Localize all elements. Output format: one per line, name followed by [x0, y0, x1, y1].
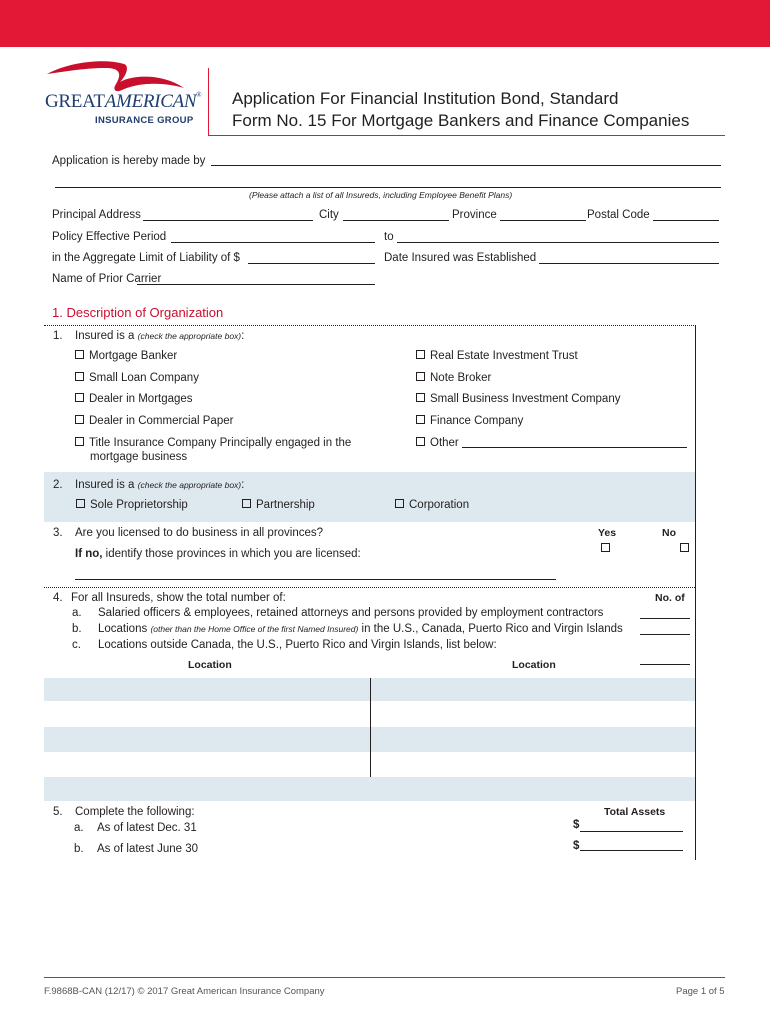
q1-hint: (check the appropriate box): [137, 331, 242, 341]
checkbox[interactable]: [76, 499, 85, 508]
q4a-letter: a.: [72, 607, 82, 619]
form-title-line2: Form No. 15 For Mortgage Bankers and Finance Companies: [232, 111, 690, 130]
q4-number: 4.: [53, 592, 63, 604]
q5b-text: As of latest June 30: [97, 843, 199, 855]
checkbox[interactable]: [75, 393, 84, 402]
made-by-field-2[interactable]: [55, 187, 721, 188]
checkbox[interactable]: [75, 350, 84, 359]
option-label: Small Business Investment Company: [430, 393, 621, 405]
q4b-text-ital: (other than the Home Office of the first Named Insured): [150, 624, 359, 634]
logo-text-american: AMERICAN: [104, 91, 197, 112]
postal-code-field[interactable]: [653, 220, 719, 221]
section1-heading: 1. Description of Organization: [52, 305, 224, 320]
q4a-text: Salaried officers & employees, retained attorneys and persons provided by employment contractors: [98, 607, 604, 619]
option-note-broker[interactable]: [416, 372, 491, 384]
option-label: Mortgage Banker: [89, 350, 178, 362]
option-dealer-commercial-paper[interactable]: [75, 415, 233, 427]
province-label: Province: [452, 209, 497, 221]
q3-no-label: No: [662, 527, 676, 539]
q2-number: 2.: [53, 479, 63, 491]
q5-label: Complete the following:: [75, 806, 195, 818]
q4b-field[interactable]: [640, 634, 690, 635]
q3-if-no-text: identify those provinces in which you are licensed:: [102, 548, 361, 560]
option-sbic[interactable]: [416, 393, 620, 405]
option-label: Dealer in Commercial Paper: [89, 415, 234, 427]
logo-text-great: GREAT: [45, 91, 105, 112]
policy-effective-from-field[interactable]: [171, 242, 375, 243]
option-label: Sole Proprietorship: [90, 499, 188, 511]
logo-reg-mark: ®: [196, 91, 202, 99]
option-title-insurance-cont: mortgage business: [90, 451, 188, 463]
to-label: to: [384, 231, 394, 243]
q5a-text: As of latest Dec. 31: [97, 822, 197, 834]
checkbox[interactable]: [416, 393, 425, 402]
q3-provinces-field[interactable]: [75, 579, 556, 580]
q1-colon: :: [241, 330, 245, 342]
q4c-letter: c.: [72, 639, 81, 651]
q2-label: Insured is a: [75, 479, 135, 491]
city-field[interactable]: [343, 220, 449, 221]
q3-yes-label: Yes: [598, 527, 617, 539]
q3-number: 3.: [53, 527, 63, 539]
company-logo: [44, 60, 202, 130]
q4c-field[interactable]: [640, 664, 690, 665]
q5-total-assets-header: Total Assets: [604, 806, 666, 818]
option-reit[interactable]: [416, 350, 578, 362]
option-other[interactable]: [416, 437, 459, 449]
q4-no-of-header: No. of: [655, 592, 685, 604]
footer-rule: [44, 977, 725, 978]
logo-subtitle: INSURANCE GROUP: [95, 115, 194, 126]
section-right-border: [695, 325, 696, 860]
location-table-divider: [370, 678, 371, 777]
q4b-letter: b.: [72, 623, 82, 635]
checkbox[interactable]: [416, 415, 425, 424]
option-label: Other: [430, 437, 459, 449]
q3-if-no: [75, 548, 361, 560]
q2-label-wrap: [75, 479, 244, 491]
q5b-dollar: $: [573, 840, 580, 852]
date-established-label: Date Insured was Established: [384, 252, 537, 264]
q5a-field[interactable]: [580, 831, 683, 832]
location-col2-header: Location: [512, 659, 556, 671]
province-field[interactable]: [500, 220, 586, 221]
checkbox[interactable]: [75, 372, 84, 381]
option-small-loan[interactable]: [75, 372, 199, 384]
footer-page-number: Page 1 of 5: [676, 986, 725, 997]
q4-rule: [44, 587, 695, 588]
prior-carrier-field[interactable]: [137, 284, 375, 285]
q4a-field[interactable]: [640, 618, 690, 619]
q5a-dollar: $: [573, 819, 580, 831]
q3-label: Are you licensed to do business in all provinces?: [75, 527, 324, 539]
option-label: Note Broker: [430, 372, 492, 384]
checkbox[interactable]: [75, 437, 84, 446]
attach-note: (Please attach a list of all Insureds, including Employee Benefit Plans): [249, 190, 513, 200]
option-label: Dealer in Mortgages: [89, 393, 193, 405]
policy-effective-label: Policy Effective Period: [52, 231, 167, 243]
option-label: Corporation: [409, 499, 470, 511]
location-table: [44, 678, 695, 801]
checkbox[interactable]: [75, 415, 84, 424]
option-sole-proprietorship[interactable]: [76, 499, 188, 511]
made-by-label: Application is hereby made by: [52, 155, 206, 167]
prior-carrier-label: Name of Prior Carrier: [52, 273, 162, 285]
made-by-field[interactable]: [211, 165, 721, 166]
q5-number: 5.: [53, 806, 63, 818]
section1-rule: [44, 325, 696, 326]
option-partnership[interactable]: [242, 499, 315, 511]
date-established-field[interactable]: [539, 263, 719, 264]
option-label: Finance Company: [430, 415, 524, 427]
checkbox[interactable]: [242, 499, 251, 508]
q4b-text-1: Locations: [98, 623, 151, 635]
form-title-line1: Application For Financial Institution Bond, Standard: [232, 89, 619, 108]
option-label: Real Estate Investment Trust: [430, 350, 578, 362]
checkbox[interactable]: [395, 499, 404, 508]
checkbox[interactable]: [416, 350, 425, 359]
header-rule: [208, 135, 725, 136]
q4c-text: Locations outside Canada, the U.S., Puerto Rico and Virgin Islands, list below:: [98, 639, 497, 651]
option-dealer-mortgages[interactable]: [75, 393, 193, 405]
q5b-field[interactable]: [580, 850, 683, 851]
q1-label: Insured is a: [75, 330, 135, 342]
option-corporation[interactable]: [395, 499, 469, 511]
checkbox[interactable]: [416, 372, 425, 381]
q4b-text: [98, 623, 623, 635]
option-title-insurance[interactable]: [75, 437, 351, 449]
header-vertical-divider: [208, 68, 209, 135]
top-banner: [0, 0, 770, 47]
option-label: Title Insurance Company Principally engaged in the: [89, 437, 352, 449]
q4-label: For all Insureds, show the total number of:: [71, 592, 286, 604]
q3-yes-checkbox[interactable]: [601, 543, 610, 552]
option-label: Small Loan Company: [89, 372, 199, 384]
aggregate-limit-label: in the Aggregate Limit of Liability of $: [52, 252, 240, 264]
q5b-letter: b.: [74, 843, 84, 855]
option-finance-company[interactable]: [416, 415, 523, 427]
policy-effective-to-field[interactable]: [397, 242, 719, 243]
q1-label-wrap: [75, 330, 244, 342]
postal-code-label: Postal Code: [587, 209, 650, 221]
checkbox[interactable]: [416, 437, 425, 446]
q4b-text-2: in the U.S., Canada, Puerto Rico and Virgin Islands: [358, 623, 623, 635]
q2-hint: (check the appropriate box): [137, 480, 242, 490]
q5a-letter: a.: [74, 822, 84, 834]
city-label: City: [319, 209, 339, 221]
location-col1-header: Location: [188, 659, 232, 671]
other-field[interactable]: [462, 447, 687, 448]
aggregate-limit-field[interactable]: [248, 263, 375, 264]
q3-no-checkbox[interactable]: [680, 543, 689, 552]
location-row-5[interactable]: [44, 777, 695, 801]
q3-if-no-bold: If no,: [75, 548, 103, 560]
q1-number: 1.: [53, 330, 63, 342]
option-label: Partnership: [256, 499, 315, 511]
option-mortgage-banker[interactable]: [75, 350, 177, 362]
q2-colon: :: [241, 479, 245, 491]
principal-address-label: Principal Address: [52, 209, 141, 221]
footer-form-code: F.9868B-CAN (12/17) © 2017 Great American Insurance Company: [44, 986, 325, 997]
principal-address-field[interactable]: [143, 220, 313, 221]
